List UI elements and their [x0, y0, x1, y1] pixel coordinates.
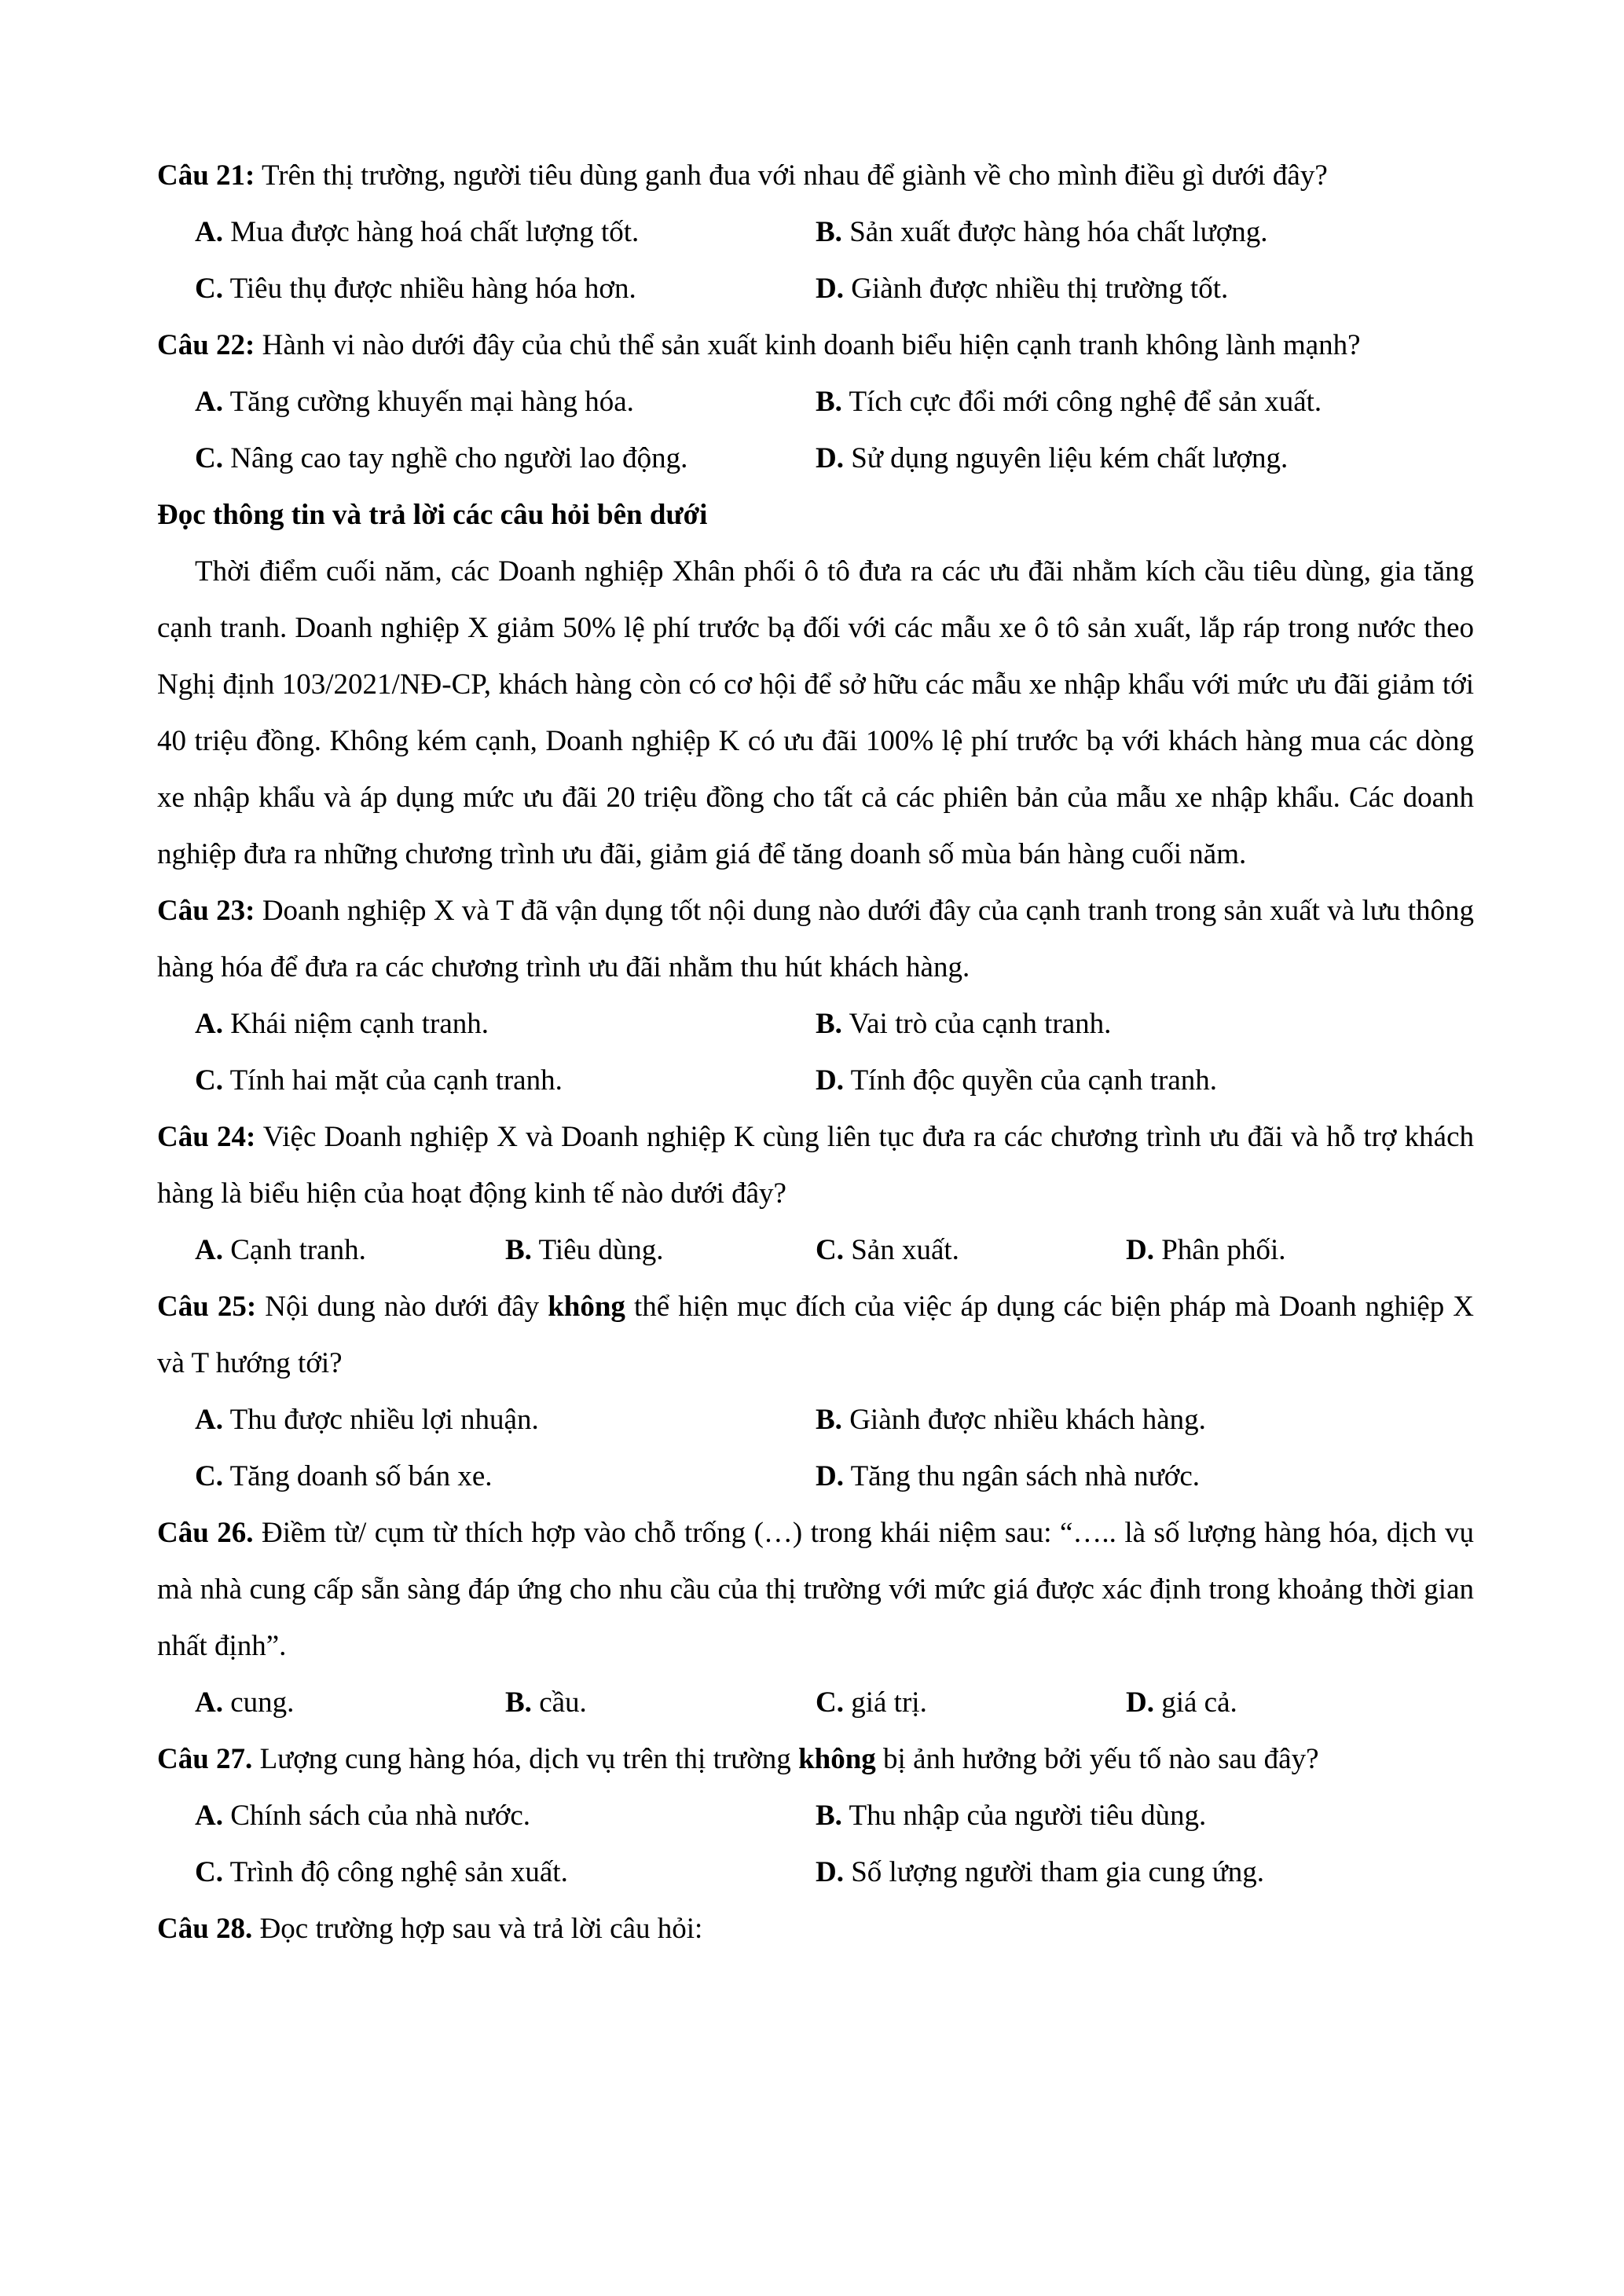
option-d: D. Số lượng người tham gia cung ứng.: [816, 1856, 1265, 1888]
question-24-options: [195, 1222, 1474, 1279]
exam-page: [157, 148, 1474, 1957]
emphasis-word: không: [548, 1291, 625, 1323]
option-b: B. Giành được nhiều khách hàng.: [816, 1404, 1206, 1436]
question-25: Câu 25: Nội dung nào dưới đây không thể hiện mục đích của việc áp dụng các biện pháp mà Doanh nghiệp X và T hướng tới?: [157, 1291, 1474, 1379]
emphasis-word: không: [798, 1743, 876, 1775]
option-b: B. cầu.: [505, 1686, 587, 1719]
option-d: D. Giành được nhiều thị trường tốt.: [816, 273, 1229, 305]
question-label: Câu 21:: [157, 159, 255, 192]
question-text: Điềm từ/ cụm từ thích hợp vào chỗ trống (…) trong khái niệm sau: “….. là số lượng hàng hóa, dịch vụ mà nhà cung cấp sẵn sàng đáp ứng cho nhu cầu của thị trường với mức giá được xác định trong khoảng thời gian nhất định”.: [157, 1517, 1474, 1662]
option-a: A. Tăng cường khuyến mại hàng hóa.: [195, 386, 634, 418]
option-d: D. Tính độc quyền của cạnh tranh.: [816, 1064, 1218, 1097]
option-c: C. Sản xuất.: [816, 1234, 959, 1266]
question-27: Câu 27. Lượng cung hàng hóa, dịch vụ trên thị trường không bị ảnh hưởng bởi yếu tố nào sau đây?: [157, 1743, 1319, 1775]
option-b: B. Sản xuất được hàng hóa chất lượng.: [816, 216, 1268, 248]
reading-passage: Thời điểm cuối năm, các Doanh nghiệp Xhân phối ô tô đưa ra các ưu đãi nhằm kích cầu tiêu dùng, gia tăng cạnh tranh. Doanh nghiệp X giảm 50% lệ phí trước bạ đối với các mẫu xe ô tô sản xuất, lắp ráp trong nước theo Nghị định 103/2021/NĐ-CP, khách hàng còn có cơ hội để sở hữu các mẫu xe nhập khẩu với mức ưu đãi giảm tới 40 triệu đồng. Không kém cạnh, Doanh nghiệp K có ưu đãi 100% lệ phí trước bạ với khách hàng mua các dòng xe nhập khẩu và áp dụng mức ưu đãi 20 triệu đồng cho tất cả các phiên bản của mẫu xe nhập khẩu. Các doanh nghiệp đưa ra những chương trình ưu đãi, giảm giá để tăng doanh số mùa bán hàng cuối năm.: [157, 555, 1474, 870]
question-label: Câu 27.: [157, 1743, 253, 1775]
question-text: Việc Doanh nghiệp X và Doanh nghiệp K cùng liên tục đưa ra các chương trình ưu đãi và hỗ trợ khách hàng là biểu hiện của hoạt động kinh tế nào dưới đây?: [157, 1121, 1474, 1210]
question-27-options: [195, 1788, 1474, 1901]
option-d: D. Tăng thu ngân sách nhà nước.: [816, 1460, 1200, 1492]
option-a: A. Khái niệm cạnh tranh.: [195, 1008, 489, 1040]
question-25-options: [195, 1392, 1474, 1505]
reading-heading: Đọc thông tin và trả lời các câu hỏi bên dưới: [157, 499, 708, 531]
question-21-options: [195, 204, 1474, 317]
question-26: [157, 1505, 1474, 1675]
question-text: Doanh nghiệp X và T đã vận dụng tốt nội dung nào dưới đây của cạnh tranh trong sản xuất và lưu thông hàng hóa để đưa ra các chương trình ưu đãi nhằm thu hút khách hàng.: [157, 895, 1474, 983]
question-label: Câu 22:: [157, 329, 255, 361]
option-b: B. Vai trò của cạnh tranh.: [816, 1008, 1112, 1040]
question-label: Câu 24:: [157, 1121, 256, 1153]
option-b: B. Tích cực đổi mới công nghệ để sản xuất.: [816, 386, 1322, 418]
option-c: C. Trình độ công nghệ sản xuất.: [195, 1856, 568, 1888]
question-22-options: [195, 374, 1474, 487]
question-text: Đọc trường hợp sau và trả lời câu hỏi:: [252, 1913, 703, 1945]
option-c: C. Nâng cao tay nghề cho người lao động.: [195, 442, 688, 474]
option-c: C. giá trị.: [816, 1686, 927, 1719]
question-label: Câu 23:: [157, 895, 255, 927]
question-26-options: [195, 1675, 1474, 1731]
question-label: Câu 26.: [157, 1517, 254, 1549]
option-a: A. Thu được nhiều lợi nhuận.: [195, 1404, 539, 1436]
question-label: Câu 28.: [157, 1913, 253, 1945]
question-23-options: [195, 996, 1474, 1109]
question-23: [157, 883, 1474, 996]
option-a: A. Chính sách của nhà nước.: [195, 1800, 530, 1832]
option-b: B. Thu nhập của người tiêu dùng.: [816, 1800, 1207, 1832]
option-c: C. Tiêu thụ được nhiều hàng hóa hơn.: [195, 273, 636, 305]
question-text: Hành vi nào dưới đây của chủ thể sản xuất kinh doanh biểu hiện cạnh tranh không lành mạnh?: [255, 329, 1361, 361]
option-a: A. Cạnh tranh.: [195, 1234, 366, 1266]
question-label: Câu 25:: [157, 1291, 257, 1323]
option-d: D. giá cả.: [1126, 1686, 1237, 1719]
option-a: A. cung.: [195, 1686, 295, 1719]
option-c: C. Tăng doanh số bán xe.: [195, 1460, 493, 1492]
question-21: [157, 148, 1474, 204]
question-24: [157, 1109, 1474, 1222]
option-c: C. Tính hai mặt của cạnh tranh.: [195, 1064, 563, 1097]
question-22: [157, 317, 1474, 374]
question-28: [157, 1901, 1474, 1957]
question-text: Trên thị trường, người tiêu dùng ganh đua với nhau để giành về cho mình điều gì dưới đây?: [255, 159, 1328, 192]
option-a: A. Mua được hàng hoá chất lượng tốt.: [195, 216, 640, 248]
option-b: B. Tiêu dùng.: [505, 1234, 664, 1266]
option-d: D. Sử dụng nguyên liệu kém chất lượng.: [816, 442, 1289, 474]
option-d: D. Phân phối.: [1126, 1234, 1286, 1266]
